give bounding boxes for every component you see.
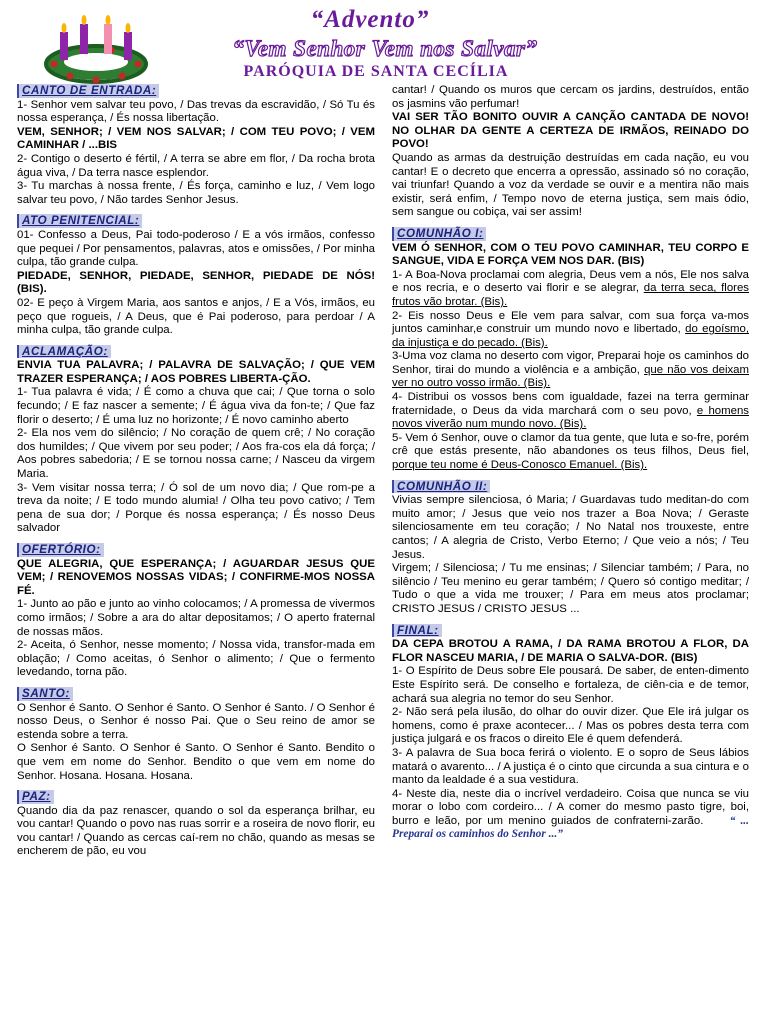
verse: 1- O Espírito de Deus sobre Ele pousará. De saber, de enten-dimento Este Espírito será. De conselho e fortaleza, de ciên-cia e de temor, achará sua alegria no temor do seu Senhor.	[392, 665, 749, 705]
verse-text: 3-Uma voz clama no deserto com vigor, Preparai hoje os caminhos do Senhor, tirai do mundo a violência e a ambição,	[392, 350, 749, 376]
section-heading: SANTO:	[17, 687, 73, 701]
verse: Virgem; / Silenciosa; / Tu me ensinas; / Silenciar também; / Para, no silêncio / Teu menino eu gerar também; / Quero só contigo meditar; / Tudo o que a vida me trouxer; / Para em meus atos proclamar; CRISTO JESUS / CRISTO JESUS ...	[392, 562, 749, 615]
section-heading: ACLAMAÇÃO:	[17, 345, 111, 359]
section-aclamacao	[17, 345, 375, 536]
refrain: ENVIA TUA PALAVRA; / PALAVRA DE SALVAÇÃO; / QUE VEM TRAZER ESPERANÇA; / AOS POBRES LIBERTA-ÇÃO.	[17, 359, 375, 385]
refrain: QUE ALEGRIA, QUE ESPERANÇA; / AGUARDAR JESUS QUE VEM; / RENOVEMOS NOSSAS VIDAS; / CONFIRME-MOS NOSSA FÉ.	[17, 557, 375, 597]
verse	[392, 788, 749, 842]
verse: 2- Ela nos vem do silêncio; / No coração de quem crê; / No coração dos humildes; / Que vivem por seu poder; / Aos fra-cos ela dá força; / Aos pobres sabedoria; / E se tornou nossa carne; / Nasceu da virgem Maria.	[17, 427, 375, 481]
section-heading: COMUNHÃO I:	[392, 227, 486, 241]
section-paz-continued	[392, 84, 749, 220]
verse-underlined: da terra seca, flores frutos vão brotar. (Bis).	[392, 282, 749, 308]
verse: O Senhor é Santo. O Senhor é Santo. O Senhor é Santo. / O Senhor é nosso Deus, o Senhor é nosso Pai. Que o Seu reino de amor se estenda sobre a terra.	[17, 701, 375, 741]
section-entrada	[17, 84, 375, 207]
verse: 1- Senhor vem salvar teu povo, / Das trevas da escravidão, / Só Tu és nossa esperança, / És nossa libertação.	[17, 98, 375, 125]
refrain: VAI SER TÃO BONITO OUVIR A CANÇÃO CANTADA DE NOVO! NO OLHAR DA GENTE A CERTEZA DE IRMÃOS, REINADO DO POVO!	[392, 111, 749, 151]
closing-quote: “ ... Preparai os caminhos do Senhor ...”	[392, 814, 749, 841]
verse	[392, 310, 749, 351]
section-comunhao-2	[392, 480, 749, 617]
verse-underlined: do egoísmo, da injustiça e do pecado. (Bis).	[392, 323, 750, 349]
verse-text: 2- Eis nosso Deus e Ele vem para salvar, com sua força va-mos juntos caminhar,e construir um mundo novo e libertado,	[392, 309, 749, 336]
parish-name: PARÓQUIA DE SANTA CECÍLIA	[243, 63, 509, 80]
refrain: VEM, SENHOR; / VEM NOS SALVAR; / COM TEU POVO; / VEM CAMINHAR / ...BIS	[17, 125, 375, 152]
section-paz	[17, 790, 375, 859]
verse: Vivias sempre silenciosa, ó Maria; / Guardavas tudo meditan-do com muito amor; / Jesus que veio nos trazer a Boa Nova; / Geraste silenciosamente em teu coração; / No Natal nos trouxeste, entre cantos; / A alegria de Cristo, Verbo Eterno; / Que veio a nós; / Teu Jesus.	[392, 494, 749, 561]
page-title: “Advento”	[310, 6, 430, 33]
verse: 3- Vem visitar nossa terra; / Ó sol de um novo dia; / Que rom-pe a treva da noite; / E todo mundo alumia! / Olha teu povo cativo; / Tem pena de sua dor; / Porque és nossa esperança; / És nosso Deus salvador	[17, 481, 375, 535]
left-column	[17, 84, 375, 861]
verse: 2- Contigo o deserto é fértil, / A terra se abre em flor, / Da rocha brota água viva, / Da terra nasce esplendor.	[17, 152, 375, 179]
section-heading: PAZ:	[17, 790, 54, 804]
verse	[392, 432, 749, 473]
section-santo	[17, 687, 375, 783]
section-heading: COMUNHÃO II:	[392, 480, 490, 494]
verse-text: 4- Distribui os vossos bens com igualdade, fazei na terra germinar fraternidade, o Deus da vida marchará com o seu povo,	[392, 391, 749, 417]
refrain: PIEDADE, SENHOR, PIEDADE, SENHOR, PIEDADE DE NÓS! (BIS).	[17, 269, 375, 296]
header	[0, 0, 768, 84]
refrain: DA CEPA BROTOU A RAMA, / DA RAMA BROTOU A FLOR, DA FLOR NASCEU MARIA, / DE MARIA O SALVA-DOR. (BIS)	[392, 638, 749, 664]
verse: 3- A palavra de Sua boca ferirá o violento. E o sopro de Seus lábios matará o avarento... / A justiça é o cinto que circunda a sua cintura e o manto da lealdade é a sua vestidura.	[392, 746, 749, 787]
section-ofertorio	[17, 543, 375, 680]
verse: 1- Tua palavra é vida; / É como a chuva que cai; / Que torna o solo fecundo; / E faz nascer a semente; / É água viva da fon-te; / Que faz florir o deserto; / É uma luz no horizonte; / É novo caminho aberto	[17, 386, 375, 426]
verse: 2- Não será pela ilusão, do olhar do ouvir dizer. Que Ele irá julgar os homens, como é praxe acontecer... / Mas os pobres desta terra com justiça julgará e os fracos o direito Ele é quem defenderá.	[392, 706, 749, 746]
verse: O Senhor é Santo. O Senhor é Santo. O Senhor é Santo. Bendito o que vem em nome do Senhor. Bendito o que vem em nome do Senhor. Hosana. Hosana. Hosana.	[17, 742, 375, 782]
section-heading: OFERTÓRIO:	[17, 543, 104, 557]
verse: 01- Confesso a Deus, Pai todo-poderoso / E a vós irmãos, confesso que pequei / Por pensamentos, palavras, atos e omissões, / Por minha culpa, tão grande culpa.	[17, 228, 375, 269]
verse-text: 4- Neste dia, neste dia o incrível verdadeiro. Coisa que nunca se viu morar o lobo com cordeiro... / A comer do mesmo pasto tigre, boi, burro e leão, por um menino guiados de confraterni-zarão.	[392, 787, 749, 827]
verse	[392, 350, 749, 391]
verse	[392, 269, 749, 310]
verse: 2- Aceita, ó Senhor, nesse momento; / Nossa vida, transfor-mada em oblação; / Como aceitas, ó Senhor o alimento; / Que o fermento levedando, torna pão.	[17, 639, 375, 679]
verse-underlined: porque teu nome é Deus-Conosco Emanuel. (Bis).	[392, 459, 648, 472]
verse: 02- E peço à Virgem Maria, aos santos e anjos, / E a Vós, irmãos, eu peço que rogueis, / A Deus, que é Pai poderoso, para perdoar / A minha culpa, tão grande culpa.	[17, 296, 375, 337]
advent-wreath-icon	[40, 6, 152, 86]
verse-text: 1- A Boa-Nova proclamai com alegria, Deus vem a nós, Ele nos salva e nos recria, e o deserto vai florir e se alegrar,	[392, 268, 749, 295]
page-subtitle: “Vem Senhor Vem nos Salvar”	[232, 36, 538, 61]
verse: Quando dia da paz renascer, quando o sol da esperança brilhar, eu vou cantar! Quando o povo nas ruas sorrir e a roseira de novo florir, eu vou cantar! / Quando as cercas caí-rem no chão, quando as mesas se encherem de pão, eu vou	[17, 804, 375, 858]
section-heading: CANTO DE ENTRADA:	[17, 84, 159, 98]
verse: 3- Tu marchas à nossa frente, / És força, caminho e luz, / Vem logo salvar teu povo, / Não tardes Senhor Jesus.	[17, 180, 375, 206]
section-final	[392, 624, 749, 843]
verse: Quando as armas da destruição destruídas em cada nação, eu vou cantar! E o decreto que encerra a opressão, assinado só no coração, vai triunfar! Quando a voz da verdade se ouvir e a mentira não mais existir, será enfim, / Tempo novo de eterna justiça, sem mais ódio, sem sangue ou cobiça, vai ser assim!	[392, 151, 749, 219]
verse-underlined: que não vos deixam ver no outro vosso irmão. (Bis).	[392, 363, 749, 390]
right-column	[392, 84, 749, 844]
refrain: VEM Ó SENHOR, COM O TEU POVO CAMINHAR, TEU CORPO E SANGUE, VIDA E FORÇA VEM NOS DAR. (BIS)	[392, 241, 749, 268]
section-heading: ATO PENITENCIAL:	[17, 214, 142, 228]
section-heading: FINAL:	[392, 624, 442, 638]
section-comunhao-1	[392, 227, 749, 473]
verse-text: 5- Vem ó Senhor, ouve o clamor da tua gente, que luta e so-fre, porém crê que estás presente, não abandones os teus filhos, Deus fiel,	[392, 431, 749, 458]
verse	[392, 391, 749, 432]
verse: cantar! / Quando os muros que cercam os jardins, destruídos, então os jasmins vão perfumar!	[392, 84, 749, 110]
verse-underlined: e homens novos viverão num mundo novo. (Bis).	[392, 404, 749, 431]
section-penitencial	[17, 214, 375, 337]
verse: 1- Junto ao pão e junto ao vinho colocamos; / A promessa de vivermos como irmãos; / Sobre a ara do altar depositamos; / O aperto fraternal de nossas mãos.	[17, 598, 375, 638]
